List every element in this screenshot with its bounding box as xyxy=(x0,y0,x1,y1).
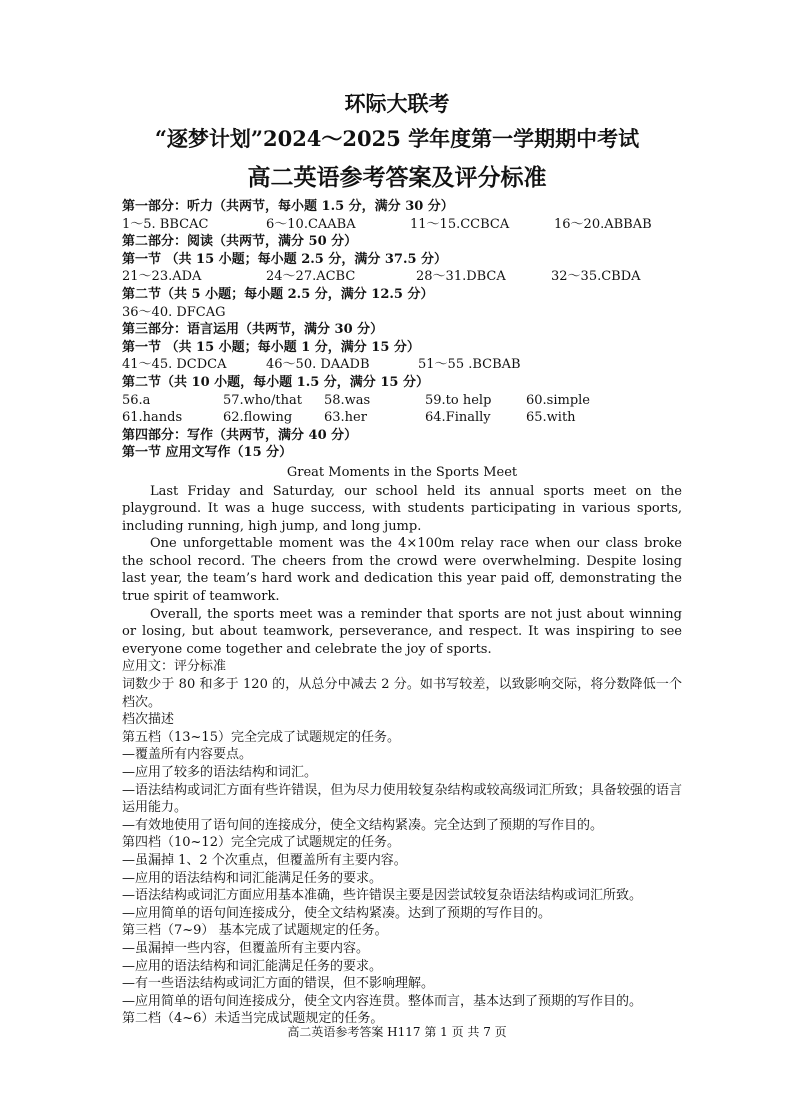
part2-sec1-heading: 第一节 （共 15 小题；每小题 2.5 分，满分 37.5 分） xyxy=(122,251,448,267)
document-title: 高二英语参考答案及评分标准 xyxy=(247,164,547,191)
criteria-line: —语法结构或词汇方面有些许错误，但为尽力使用较复杂结构或较高级词汇所致；具备较强的语言运用能力。 xyxy=(122,782,682,816)
answer-item: 28～31.DBCA xyxy=(416,269,506,285)
part3-sec2-row1 xyxy=(122,392,682,410)
criteria-line: 应用文：评分标准 xyxy=(122,659,227,675)
answer-item: 16～20.ABBAB xyxy=(554,216,652,232)
criteria-line: —应用简单的语句间连接成分，使全文结构紧凑。达到了预期的写作目的。 xyxy=(122,905,552,921)
part4-heading: 第四部分：写作（共两节，满分 40 分） xyxy=(122,427,358,443)
answer-item: 59.to help xyxy=(425,392,492,408)
answer-item: 11～15.CCBCA xyxy=(410,216,510,232)
answer-item: 65.with xyxy=(526,410,576,426)
criteria-line: 档次描述 xyxy=(122,712,175,728)
answer-item: 1～5. BBCAC xyxy=(122,216,209,232)
part2-heading: 第二部分：阅读（共两节，满分 50 分） xyxy=(122,234,358,250)
criteria-line: —虽漏掉一些内容，但覆盖所有主要内容。 xyxy=(122,940,370,956)
part3-sec1-answers xyxy=(122,356,682,374)
criteria-line: —应用的语法结构和词汇能满足任务的要求。 xyxy=(122,958,383,974)
criteria-line: —应用了较多的语法结构和词汇。 xyxy=(122,765,318,780)
answer-item: 61.hands xyxy=(122,410,183,426)
criteria-line: —有效地使用了语句间的连接成分，使全文结构紧凑。完全达到了预期的写作目的。 xyxy=(122,817,604,833)
criteria-line: 第二档（4~6）未适当完成试题规定的任务。 xyxy=(122,1011,384,1027)
answer-item: 21～23.ADA xyxy=(122,269,202,285)
criteria-line: 第三档（7~9） 基本完成了试题规定的任务。 xyxy=(122,923,388,939)
criteria-line: —虽漏掉 1、2 个次重点，但覆盖所有主要内容。 xyxy=(122,852,407,868)
part3-sec2-heading: 第二节（共 10 小题，每小题 1.5 分，满分 15 分） xyxy=(122,374,429,390)
part1-answers xyxy=(122,216,682,234)
answer-item: 57.who/that xyxy=(223,392,302,408)
criteria-line: 第五档（13~15）完全完成了试题规定的任务。 xyxy=(122,729,400,745)
essay-paragraph: Last Friday and Saturday, our school held its annual sports meet on the playground. It was a huge success, with students participating in various sports, including running, high jump, and long jump. xyxy=(122,483,682,534)
criteria-line: —应用简单的语句间连接成分，使全文内容连贯。整体而言，基本达到了预期的写作目的。 xyxy=(122,993,643,1009)
answer-item: 51～55 .BCBAB xyxy=(418,357,521,373)
answer-item: 60.simple xyxy=(526,392,591,408)
part2-sec2-heading: 第二节（共 5 小题；每小题 2.5 分，满分 12.5 分） xyxy=(122,286,434,302)
answer-item: 58.was xyxy=(324,392,371,408)
answer-item: 63.her xyxy=(324,410,367,426)
essay-paragraph: One unforgettable moment was the 4×100m relay race when our class broke the school record. The cheers from the crowd were overwhelming. Despite losing last year, the team’s hard work and dedication this year paid off, demonstrating the true spirit of teamwork. xyxy=(122,536,682,605)
part4-sec1-heading: 第一节 应用文写作（15 分） xyxy=(122,445,293,461)
criteria-line: 第四档（10~12）完全完成了试题规定的任务。 xyxy=(122,835,400,851)
part3-heading: 第三部分：语言运用（共两节，满分 30 分） xyxy=(122,322,384,338)
essay-paragraph: Overall, the sports meet was a reminder that sports are not just about winning or losing, but about teamwork, perseverance, and respect. It was inspiring to see everyone come together and celebrate the joy of sports. xyxy=(122,606,682,657)
part3-sec2-row2 xyxy=(122,409,682,427)
answer-item: 6～10.CAABA xyxy=(266,216,356,232)
part2-sec1-answers xyxy=(122,268,682,286)
criteria-line: —语法结构或词汇方面应用基本准确，些许错误主要是因尝试较复杂语法结构或词汇所致。 xyxy=(122,888,643,904)
answer-item: 41～45. DCDCA xyxy=(122,357,227,373)
part2-sec2-answers: 36～40. DFCAG xyxy=(122,304,226,320)
criteria-line: —覆盖所有内容要点。 xyxy=(122,747,253,763)
criteria-line: 词数少于 80 和多于 120 的，从总分中减去 2 分。如书写较差，以致影响交际，将分数降低一个档次。 xyxy=(122,677,682,710)
exam-title: “逐梦计划”2024～2025 学年度第一学期期中考试 xyxy=(154,126,640,151)
content xyxy=(122,198,682,1028)
answer-item: 46～50. DAADB xyxy=(266,357,370,373)
answer-item: 64.Finally xyxy=(425,410,491,426)
criteria-line: —有一些语法结构或词汇方面的错误，但不影响理解。 xyxy=(122,976,435,992)
part1-heading: 第一部分：听力（共两节，每小题 1.5 分，满分 30 分） xyxy=(122,199,454,214)
answer-item: 56.a xyxy=(122,392,151,408)
exam-org-title: 环际大联考 xyxy=(344,91,450,116)
page-footer: 高二英语参考答案 H117 第 1 页 共 7 页 xyxy=(287,1025,507,1039)
essay-title: Great Moments in the Sports Meet xyxy=(286,464,518,480)
answer-item: 32～35.CBDA xyxy=(551,269,641,285)
answer-item: 62.flowing xyxy=(223,410,293,426)
answer-item: 24～27.ACBC xyxy=(266,269,356,285)
criteria-line: —应用的语法结构和词汇能满足任务的要求。 xyxy=(122,870,383,886)
part3-sec1-heading: 第一节 （共 15 小题；每小题 1 分，满分 15 分） xyxy=(122,339,420,355)
